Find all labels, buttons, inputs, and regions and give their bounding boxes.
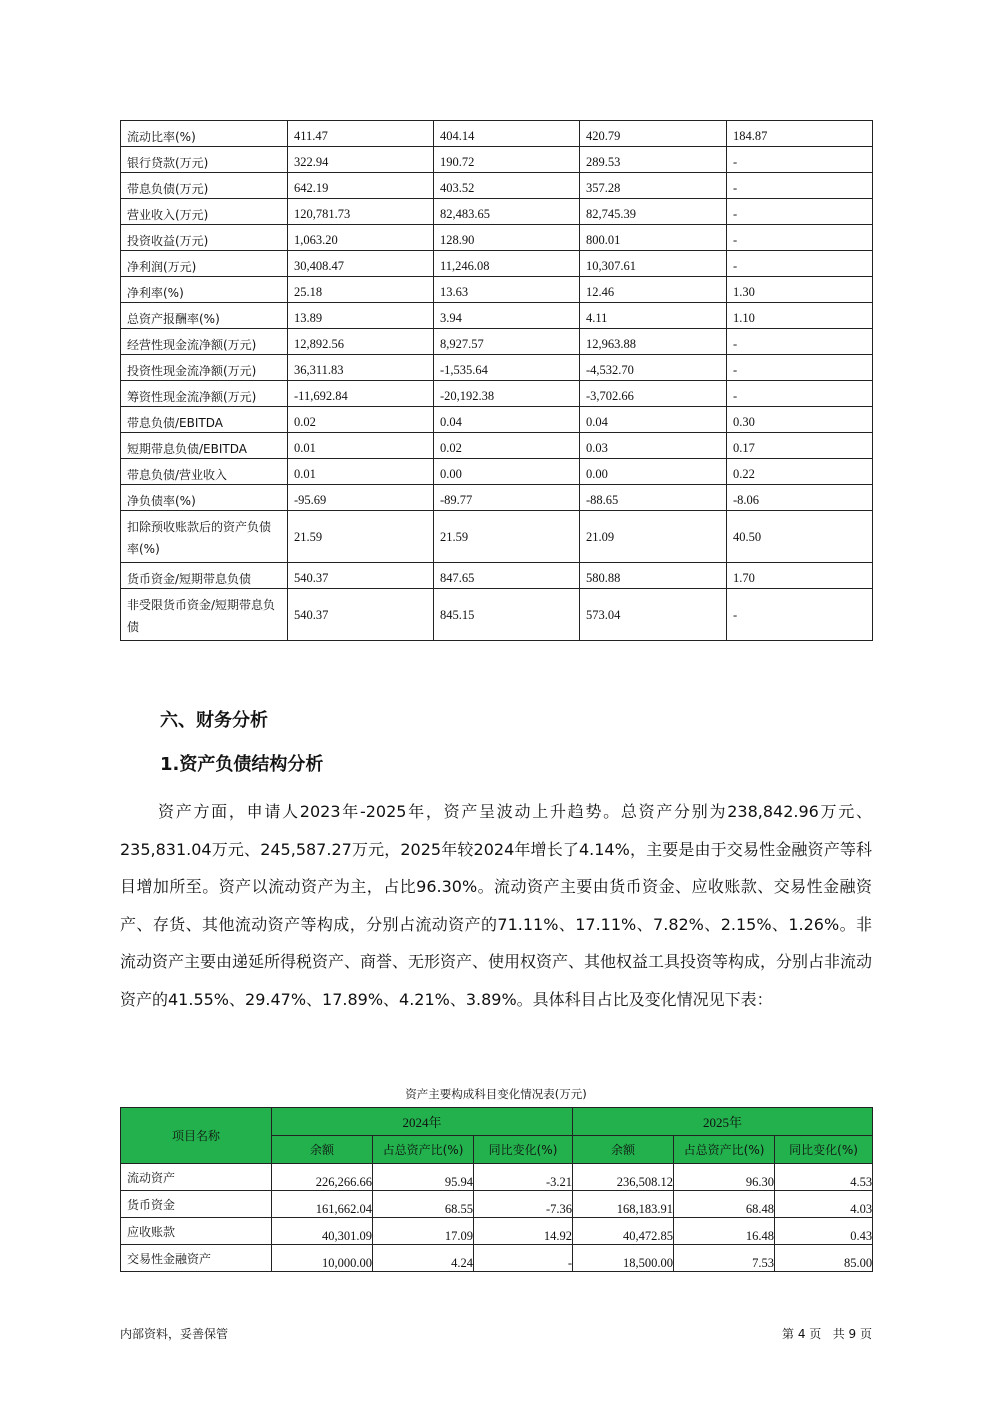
asset-value: 10,000.00 bbox=[272, 1245, 373, 1272]
header-item-name: 项目名称 bbox=[121, 1108, 272, 1164]
asset-item-name: 交易性金融资产 bbox=[121, 1245, 272, 1272]
table-row bbox=[121, 563, 873, 589]
subheader-yoy: 同比变化(%) bbox=[775, 1136, 873, 1164]
table-row bbox=[121, 407, 873, 433]
metric-label: 货币资金/短期带息负债 bbox=[121, 563, 288, 589]
subheader-share: 占总资产比(%) bbox=[674, 1136, 775, 1164]
metric-value: - bbox=[727, 355, 873, 381]
table-row bbox=[121, 511, 873, 563]
metric-label: 净负债率(%) bbox=[121, 485, 288, 511]
metric-value: 0.03 bbox=[580, 433, 727, 459]
metric-value: 411.47 bbox=[288, 121, 434, 147]
metric-value: 540.37 bbox=[288, 563, 434, 589]
table-row bbox=[121, 1218, 873, 1245]
metric-value: 540.37 bbox=[288, 589, 434, 641]
metric-value: -3,702.66 bbox=[580, 381, 727, 407]
asset-value: 17.09 bbox=[373, 1218, 474, 1245]
table-row bbox=[121, 329, 873, 355]
metric-value: -89.77 bbox=[434, 485, 580, 511]
metric-value: 1.70 bbox=[727, 563, 873, 589]
asset-value: 226,266.66 bbox=[272, 1164, 373, 1191]
metric-label: 投资收益(万元) bbox=[121, 225, 288, 251]
metric-value: 82,483.65 bbox=[434, 199, 580, 225]
analysis-paragraph: 资产方面，申请人2023年-2025年，资产呈波动上升趋势。总资产分别为238,842.96万元、235,831.04万元、245,587.27万元，2025年较2024年增长了4.14%，主要是由于交易性金融资产等科目增加所至。资产以流动资产为主，占比96.30%。流动资产主要由货币资金、应收账款、交易性金融资产、存货、其他流动资产等构成，分别占流动资产的71.11%、17.11%、7.82%、2.15%、1.26%。非流动资产主要由递延所得税资产、商誉、无形资产、使用权资产、其他权益工具投资等构成，分别占非流动资产的41.55%、29.47%、17.89%、4.21%、3.89%。具体科目占比及变化情况见下表： bbox=[120, 802, 873, 1009]
table-row bbox=[121, 121, 873, 147]
metric-value: 0.30 bbox=[727, 407, 873, 433]
metric-label: 营业收入(万元) bbox=[121, 199, 288, 225]
metric-label: 流动比率(%) bbox=[121, 121, 288, 147]
table-row bbox=[121, 277, 873, 303]
metric-value: 0.00 bbox=[434, 459, 580, 485]
table-row bbox=[121, 1164, 873, 1191]
metric-value: 0.02 bbox=[434, 433, 580, 459]
metric-value: 12.46 bbox=[580, 277, 727, 303]
asset-value: 40,472.85 bbox=[573, 1218, 674, 1245]
metric-label: 净利润(万元) bbox=[121, 251, 288, 277]
metric-value: 25.18 bbox=[288, 277, 434, 303]
metric-value: 357.28 bbox=[580, 173, 727, 199]
table-row bbox=[121, 251, 873, 277]
metric-label: 短期带息负债/EBITDA bbox=[121, 433, 288, 459]
metric-value: 40.50 bbox=[727, 511, 873, 563]
metric-value: 128.90 bbox=[434, 225, 580, 251]
metric-value: 21.59 bbox=[288, 511, 434, 563]
metric-value: - bbox=[727, 329, 873, 355]
metric-label: 非受限货币资金/短期带息负债 bbox=[121, 589, 288, 641]
metric-value: 0.04 bbox=[434, 407, 580, 433]
asset-value: 96.30 bbox=[674, 1164, 775, 1191]
metric-value: 12,963.88 bbox=[580, 329, 727, 355]
metric-value: 322.94 bbox=[288, 147, 434, 173]
subheader-share: 占总资产比(%) bbox=[373, 1136, 474, 1164]
metric-value: 11,246.08 bbox=[434, 251, 580, 277]
asset-value: 168,183.91 bbox=[573, 1191, 674, 1218]
header-year-2024: 2024年 bbox=[272, 1108, 573, 1136]
asset-value: 236,508.12 bbox=[573, 1164, 674, 1191]
metric-value: -4,532.70 bbox=[580, 355, 727, 381]
metric-label: 总资产报酬率(%) bbox=[121, 303, 288, 329]
metric-value: -11,692.84 bbox=[288, 381, 434, 407]
metric-value: 0.02 bbox=[288, 407, 434, 433]
table-row bbox=[121, 355, 873, 381]
metric-value: 1.30 bbox=[727, 277, 873, 303]
asset-value: 95.94 bbox=[373, 1164, 474, 1191]
metric-value: 10,307.61 bbox=[580, 251, 727, 277]
table-row bbox=[121, 433, 873, 459]
metric-value: 573.04 bbox=[580, 589, 727, 641]
metric-value: 642.19 bbox=[288, 173, 434, 199]
metric-value: 0.01 bbox=[288, 459, 434, 485]
metric-value: 845.15 bbox=[434, 589, 580, 641]
table-row bbox=[121, 303, 873, 329]
financial-metrics-table bbox=[120, 120, 873, 641]
asset-value: 4.03 bbox=[775, 1191, 873, 1218]
metric-label: 净利率(%) bbox=[121, 277, 288, 303]
table-row bbox=[121, 485, 873, 511]
subsection-heading: 1.资产负债结构分析 bbox=[160, 754, 324, 775]
metric-value: 12,892.56 bbox=[288, 329, 434, 355]
table-caption: 资产主要构成科目变化情况表(万元) bbox=[405, 1087, 587, 1101]
metric-value: - bbox=[727, 381, 873, 407]
metric-value: 0.01 bbox=[288, 433, 434, 459]
footer-page-number: 第 4 页 共 9 页 bbox=[782, 1327, 872, 1341]
asset-value: 40,301.09 bbox=[272, 1218, 373, 1245]
metric-label: 筹资性现金流净额(万元) bbox=[121, 381, 288, 407]
metric-value: 420.79 bbox=[580, 121, 727, 147]
subheader-balance: 余额 bbox=[272, 1136, 373, 1164]
metric-value: 404.14 bbox=[434, 121, 580, 147]
section-heading: 六、财务分析 bbox=[160, 710, 268, 731]
asset-value: 85.00 bbox=[775, 1245, 873, 1272]
metric-value: 800.01 bbox=[580, 225, 727, 251]
metric-value: 21.59 bbox=[434, 511, 580, 563]
metric-label: 带息负债/营业收入 bbox=[121, 459, 288, 485]
metric-value: 0.17 bbox=[727, 433, 873, 459]
metric-value: 13.89 bbox=[288, 303, 434, 329]
metric-value: 403.52 bbox=[434, 173, 580, 199]
table-row bbox=[121, 225, 873, 251]
metric-value: -88.65 bbox=[580, 485, 727, 511]
asset-value: 0.43 bbox=[775, 1218, 873, 1245]
asset-value: 68.48 bbox=[674, 1191, 775, 1218]
metric-value: - bbox=[727, 173, 873, 199]
asset-value: 161,662.04 bbox=[272, 1191, 373, 1218]
metric-value: 580.88 bbox=[580, 563, 727, 589]
metric-value: 36,311.83 bbox=[288, 355, 434, 381]
metric-label: 扣除预收账款后的资产负债率(%) bbox=[121, 511, 288, 563]
table-row bbox=[121, 1245, 873, 1272]
metric-value: 289.53 bbox=[580, 147, 727, 173]
metric-value: 847.65 bbox=[434, 563, 580, 589]
table-row bbox=[121, 173, 873, 199]
metric-value: - bbox=[727, 251, 873, 277]
metric-label: 经营性现金流净额(万元) bbox=[121, 329, 288, 355]
metric-value: -20,192.38 bbox=[434, 381, 580, 407]
metric-value: 30,408.47 bbox=[288, 251, 434, 277]
asset-value: 7.53 bbox=[674, 1245, 775, 1272]
metric-value: 120,781.73 bbox=[288, 199, 434, 225]
asset-value: -7.36 bbox=[474, 1191, 573, 1218]
metric-value: 21.09 bbox=[580, 511, 727, 563]
table-row bbox=[121, 1191, 873, 1218]
asset-value: 68.55 bbox=[373, 1191, 474, 1218]
table-row bbox=[121, 459, 873, 485]
header-year-2025: 2025年 bbox=[573, 1108, 873, 1136]
metric-value: 190.72 bbox=[434, 147, 580, 173]
metric-value: - bbox=[727, 147, 873, 173]
metric-value: 1,063.20 bbox=[288, 225, 434, 251]
metric-value: -8.06 bbox=[727, 485, 873, 511]
metric-label: 带息负债(万元) bbox=[121, 173, 288, 199]
table-row bbox=[121, 589, 873, 641]
asset-structure-table bbox=[120, 1107, 873, 1272]
asset-value: -3.21 bbox=[474, 1164, 573, 1191]
asset-value: 14.92 bbox=[474, 1218, 573, 1245]
table-row bbox=[121, 381, 873, 407]
metric-label: 投资性现金流净额(万元) bbox=[121, 355, 288, 381]
metric-value: -95.69 bbox=[288, 485, 434, 511]
asset-value: 4.24 bbox=[373, 1245, 474, 1272]
metric-value: 3.94 bbox=[434, 303, 580, 329]
metric-label: 银行贷款(万元) bbox=[121, 147, 288, 173]
metric-value: 0.00 bbox=[580, 459, 727, 485]
metric-value: 82,745.39 bbox=[580, 199, 727, 225]
asset-item-name: 货币资金 bbox=[121, 1191, 272, 1218]
metric-value: 13.63 bbox=[434, 277, 580, 303]
metric-value: - bbox=[727, 199, 873, 225]
metric-label: 带息负债/EBITDA bbox=[121, 407, 288, 433]
metric-value: 1.10 bbox=[727, 303, 873, 329]
asset-value: - bbox=[474, 1245, 573, 1272]
subheader-balance: 余额 bbox=[573, 1136, 674, 1164]
asset-item-name: 流动资产 bbox=[121, 1164, 272, 1191]
metric-value: 8,927.57 bbox=[434, 329, 580, 355]
footer-confidential-note: 内部资料，妥善保管 bbox=[120, 1327, 229, 1341]
metric-value: 4.11 bbox=[580, 303, 727, 329]
asset-value: 4.53 bbox=[775, 1164, 873, 1191]
asset-item-name: 应收账款 bbox=[121, 1218, 272, 1245]
metric-value: - bbox=[727, 225, 873, 251]
asset-value: 16.48 bbox=[674, 1218, 775, 1245]
metric-value: 0.04 bbox=[580, 407, 727, 433]
metric-value: 184.87 bbox=[727, 121, 873, 147]
asset-value: 18,500.00 bbox=[573, 1245, 674, 1272]
metric-value: -1,535.64 bbox=[434, 355, 580, 381]
table-row bbox=[121, 147, 873, 173]
metric-value: 0.22 bbox=[727, 459, 873, 485]
metric-value: - bbox=[727, 589, 873, 641]
table-row bbox=[121, 199, 873, 225]
subheader-yoy: 同比变化(%) bbox=[474, 1136, 573, 1164]
